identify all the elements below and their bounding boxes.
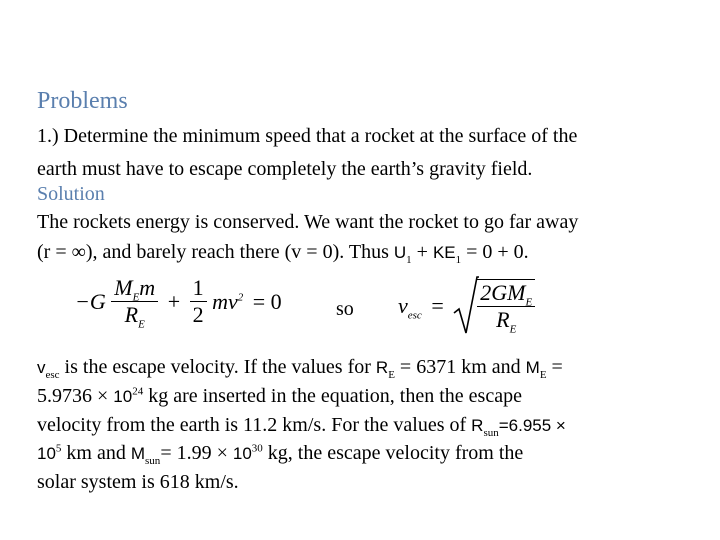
solution-line-2 <box>37 240 529 265</box>
vesc-sub: esc <box>45 369 60 381</box>
rsun-sub: sun <box>483 427 499 439</box>
rsun-r: R <box>471 416 484 435</box>
msun-sub: sun <box>145 455 161 467</box>
plus-sign: + <box>167 288 181 314</box>
para-3-text-a: velocity from the earth is 11.2 km/s. For the values of <box>37 414 472 436</box>
ten-exp-2: 5 <box>55 442 62 455</box>
para-line-1 <box>37 355 563 380</box>
para-line-3 <box>37 413 566 438</box>
para-2-text-b: kg are inserted in the equation, then the escape <box>143 385 522 407</box>
msun-m: M <box>130 444 146 463</box>
mass-numerator <box>111 275 158 302</box>
ten-base-2: 10 <box>37 444 56 463</box>
para-line-4 <box>37 441 523 466</box>
re-r: R <box>375 358 389 377</box>
me-e: E <box>539 369 547 381</box>
sqrt-expression <box>453 275 535 337</box>
re-rhs-symbol: R <box>496 307 510 332</box>
2gme-sub: E <box>525 296 533 309</box>
ke-subscript: 1 <box>455 254 462 266</box>
solution-label: Solution <box>37 183 105 205</box>
problem-line-1: 1.) Determine the minimum speed that a rocket at the surface of the <box>37 125 578 147</box>
v-sub: esc <box>407 309 422 322</box>
half-numerator: 1 <box>190 275 207 302</box>
minus-g: −G <box>75 288 106 314</box>
me-m: M <box>525 358 540 377</box>
re-e: E <box>388 369 395 381</box>
para-4-text-b: = 1.99 × <box>160 442 233 464</box>
sqrt-icon <box>453 275 479 337</box>
mass-fraction <box>111 275 158 331</box>
ten-exp-3: 30 <box>251 442 263 455</box>
u-subscript: 1 <box>406 254 412 266</box>
equals-sign: = <box>431 293 444 318</box>
re-rhs-sub: E <box>509 323 517 336</box>
me-symbol: M <box>114 275 133 300</box>
para-2-text-a: 5.9736 × <box>37 385 114 407</box>
mv-sup: 2 <box>237 291 244 304</box>
re-symbol: R <box>124 302 139 327</box>
escape-velocity-equation <box>398 275 535 345</box>
ke-symbol: KE <box>432 243 456 262</box>
ten-base: 10 <box>113 387 133 406</box>
mass-denominator <box>111 302 158 331</box>
sqrt-numerator <box>477 280 535 307</box>
problem-line-2: earth must have to escape completely the earth’s gravity field. <box>37 158 533 180</box>
half-denominator: 2 <box>192 302 204 327</box>
equals-zero: = 0 <box>252 288 282 314</box>
so-text: so <box>336 298 354 320</box>
v-letter: v <box>398 293 408 318</box>
solution-line-1: The rockets energy is conserved. We want the rocket to go far away <box>37 211 579 233</box>
kinetic-term <box>212 289 243 315</box>
half-fraction <box>190 275 207 328</box>
sqrt-fraction <box>477 279 535 336</box>
m-symbol: m <box>139 275 156 300</box>
u-symbol: U <box>393 243 407 262</box>
ten-base-3: 10 <box>232 444 252 463</box>
para-1-text-c: = <box>546 356 563 378</box>
para-1-text-a: is the escape velocity. If the values for <box>59 356 376 378</box>
energy-equation <box>75 275 282 345</box>
para-line-5: solar system is 618 km/s. <box>37 471 239 493</box>
equals-zero-text: = 0 + 0. <box>461 241 529 263</box>
para-line-2 <box>37 384 522 409</box>
plus-text: + <box>411 241 433 263</box>
rsun-value: =6.955 × <box>498 416 566 435</box>
para-1-text-b: = 6371 km and <box>394 356 526 378</box>
sqrt-denominator <box>477 307 535 336</box>
vesc-v: v <box>37 358 46 377</box>
solution-line-2-text: (r = ∞), and barely reach there (v = 0). Thus <box>37 241 394 263</box>
mv-symbol: mv <box>212 288 238 314</box>
heading: Problems <box>37 88 128 114</box>
re-sub: E <box>138 318 145 331</box>
2gme-symbol: 2GM <box>480 280 526 305</box>
para-4-text-c: kg, the escape velocity from the <box>262 442 524 464</box>
para-4-text-a: km and <box>61 442 131 464</box>
me-sub: E <box>132 291 140 304</box>
ten-exp: 24 <box>132 385 144 398</box>
vesc-symbol <box>398 293 422 322</box>
